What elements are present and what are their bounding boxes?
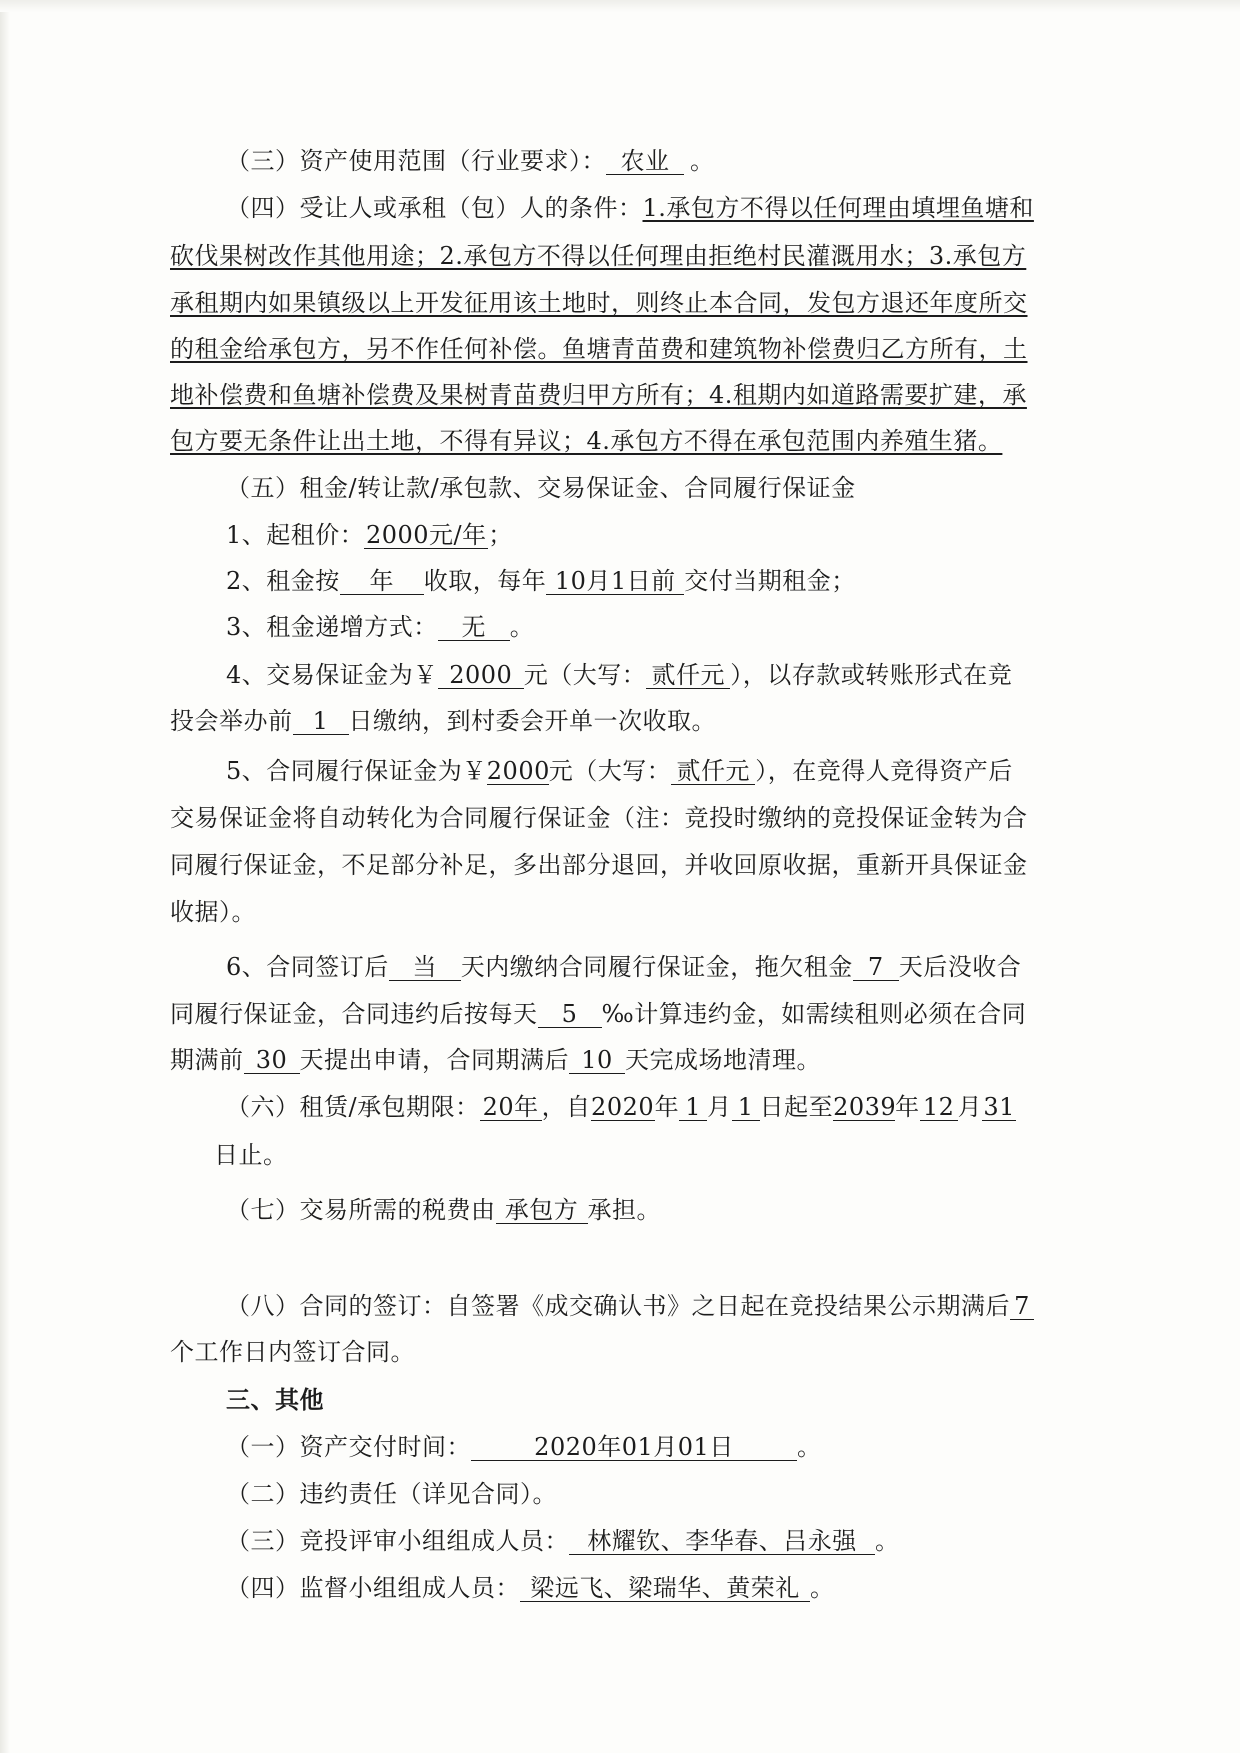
deposit-amount-words: 贰仟元 xyxy=(646,662,730,689)
text: 天后没收合 xyxy=(898,953,1022,981)
performance-bond-line-2: 交易保证金将自动转化为合同履行保证金（注：竞投时缴纳的竞投保证金转为合 xyxy=(170,804,1028,832)
starting-rent-label: 1、起租价： xyxy=(226,521,365,549)
text: 收取，每年 xyxy=(423,567,547,595)
lease-years-value: 20年 xyxy=(480,1094,542,1121)
performance-bond-line-4: 收据）。 xyxy=(170,898,256,926)
deposit-line-1 xyxy=(226,660,1012,690)
text: 天完成场地清理。 xyxy=(625,1046,821,1074)
scan-shadow-left xyxy=(0,0,10,1753)
text: 4、交易保证金为￥ xyxy=(226,661,438,689)
conditions-line-4: 的租金给承包方，另不作任何补偿。鱼塘青苗费和建筑物补偿费归乙方所有，土 xyxy=(170,335,1028,363)
text: 年 xyxy=(895,1093,920,1121)
text: 月 xyxy=(707,1093,732,1121)
conditions-line-1 xyxy=(226,193,1034,223)
rent-increase-value: 无 xyxy=(438,614,510,641)
review-panel-members: 林耀钦、李华春、吕永强 xyxy=(569,1528,875,1555)
conditions-line-5: 地补偿费和鱼塘补偿费及果树青苗费归甲方所有；4.租期内如道路需要扩建，承 xyxy=(170,381,1027,409)
punct: 。 xyxy=(509,613,535,641)
lease-term-line-2: 日止。 xyxy=(214,1141,288,1169)
lease-term-line-1 xyxy=(226,1092,1016,1122)
text: ），在竞得人竞得资产后 xyxy=(755,757,1013,785)
conditions-line-3: 承租期内如果镇级以上开发征用该土地时，则终止本合同，发包方退还年度所交 xyxy=(170,289,1028,317)
text: ），以存款或转账形式在竞 xyxy=(730,661,1013,689)
rent-due-date-value: 10月1日前 xyxy=(546,568,684,595)
rent-collection-line xyxy=(226,566,856,596)
text: 2、租金按 xyxy=(226,567,340,595)
text: 交付当期租金； xyxy=(684,567,856,595)
text: 天提出申请，合同期满后 xyxy=(299,1046,569,1074)
text: （八）合同的签订：自签署《成交确认书》之日起在竞投结果公示期满后 xyxy=(226,1292,1010,1320)
signing-days-value: 7 xyxy=(1010,1293,1034,1320)
text: 3、租金递增方式： xyxy=(226,613,438,641)
start-month-value: 1 xyxy=(679,1094,707,1121)
performance-bond-line-1 xyxy=(226,756,1013,786)
penalty-rate-value: 5 xyxy=(538,1001,602,1028)
end-year-value: 2039 xyxy=(833,1093,897,1121)
usage-scope-line xyxy=(226,146,715,176)
text: 年 xyxy=(654,1093,680,1121)
scan-shadow-top xyxy=(0,0,1240,12)
end-month-value: 12 xyxy=(920,1094,958,1121)
punct: 。 xyxy=(797,1433,822,1461)
punct: ； xyxy=(488,521,513,549)
punct: 。 xyxy=(810,1574,835,1602)
deposit-days-value: 1 xyxy=(293,708,349,735)
start-day-value: 1 xyxy=(732,1094,760,1121)
cleanup-days-value: 10 xyxy=(569,1047,625,1074)
text: 5、合同履行保证金为￥ xyxy=(226,757,487,785)
text: （三）竞投评审小组组成人员： xyxy=(226,1527,569,1555)
performance-bond-value: 2000 xyxy=(486,757,550,785)
end-day-value: 31 xyxy=(983,1093,1015,1121)
review-panel-line xyxy=(226,1526,900,1556)
text: 6、合同签订后 xyxy=(226,953,389,981)
rent-period-value: 年 xyxy=(340,568,424,595)
punct: 。 xyxy=(875,1527,900,1555)
text: ‰计算违约金，如需续租则必须在合同 xyxy=(601,1000,1027,1028)
usage-scope-label: （三）资产使用范围（行业要求）： xyxy=(226,147,606,175)
tax-payer-value: 承包方 xyxy=(496,1197,588,1224)
text: 元（大写： xyxy=(523,661,647,689)
bond-payment-days-value: 当 xyxy=(389,954,461,981)
conditions-label: （四）受让人或承租（包）人的条件： xyxy=(226,194,643,222)
text: （六）租赁/承包期限： xyxy=(226,1093,480,1121)
text: 同履行保证金，合同违约后按每天 xyxy=(170,1000,538,1028)
tax-line xyxy=(226,1195,661,1225)
text: 月 xyxy=(957,1093,983,1121)
text: 期满前 xyxy=(170,1046,244,1074)
delivery-date-value: 2020年01月01日 xyxy=(471,1434,797,1461)
text: 日起至 xyxy=(759,1093,834,1121)
conditions-text: 1.承包方不得以任何理由填埋鱼塘和 xyxy=(642,194,1034,222)
rent-increase-line xyxy=(226,612,534,642)
delivery-time-line xyxy=(226,1432,822,1462)
start-year-value: 2020 xyxy=(591,1093,655,1121)
supervision-panel-members: 梁远飞、梁瑞华、黄荣礼 xyxy=(520,1575,810,1602)
punct: 。 xyxy=(690,147,715,175)
starting-rent-value: 2000元/年 xyxy=(365,521,487,549)
performance-bond-words: 贰仟元 xyxy=(671,758,755,785)
text: 承担。 xyxy=(587,1196,661,1224)
deposit-line-2 xyxy=(170,706,716,736)
text: 投会举办前 xyxy=(170,707,293,735)
deposit-amount-value: 2000 xyxy=(438,662,524,689)
text: 日缴纳，到村委会开单一次收取。 xyxy=(348,707,716,735)
text: ，自 xyxy=(541,1093,591,1121)
signing-line-2: 个工作日内签订合同。 xyxy=(170,1338,415,1366)
signing-line-1 xyxy=(226,1291,1034,1321)
supervision-panel-line xyxy=(226,1573,835,1603)
starting-rent-line xyxy=(226,520,513,550)
text: 元（大写： xyxy=(548,757,672,785)
overdue-days-value: 7 xyxy=(853,954,899,981)
text: 天内缴纳合同履行保证金，拖欠租金 xyxy=(460,953,853,981)
contract-terms-line-3 xyxy=(170,1045,821,1075)
conditions-line-6: 包方要无条件让出土地，不得有异议；4.承包方不得在承包范围内养殖生猪。 xyxy=(170,427,1003,455)
conditions-line-2: 砍伐果树改作其他用途；2.承包方不得以任何理由拒绝村民灌溉用水；3.承包方 xyxy=(170,242,1027,270)
section-heading-other: 三、其他 xyxy=(226,1386,324,1414)
contract-terms-line-1 xyxy=(226,952,1021,982)
fees-title: （五）租金/转让款/承包款、交易保证金、合同履行保证金 xyxy=(226,474,856,502)
text: （一）资产交付时间： xyxy=(226,1433,471,1461)
performance-bond-line-3: 同履行保证金，不足部分补足，多出部分退回，并收回原收据，重新开具保证金 xyxy=(170,851,1028,879)
contract-terms-line-2 xyxy=(170,999,1026,1029)
text: （七）交易所需的税费由 xyxy=(226,1196,496,1224)
text: （四）监督小组组成人员： xyxy=(226,1574,520,1602)
renewal-notice-days-value: 30 xyxy=(244,1047,300,1074)
liability-line: （二）违约责任（详见合同）。 xyxy=(226,1480,557,1508)
usage-scope-value: 农业 xyxy=(606,148,684,175)
